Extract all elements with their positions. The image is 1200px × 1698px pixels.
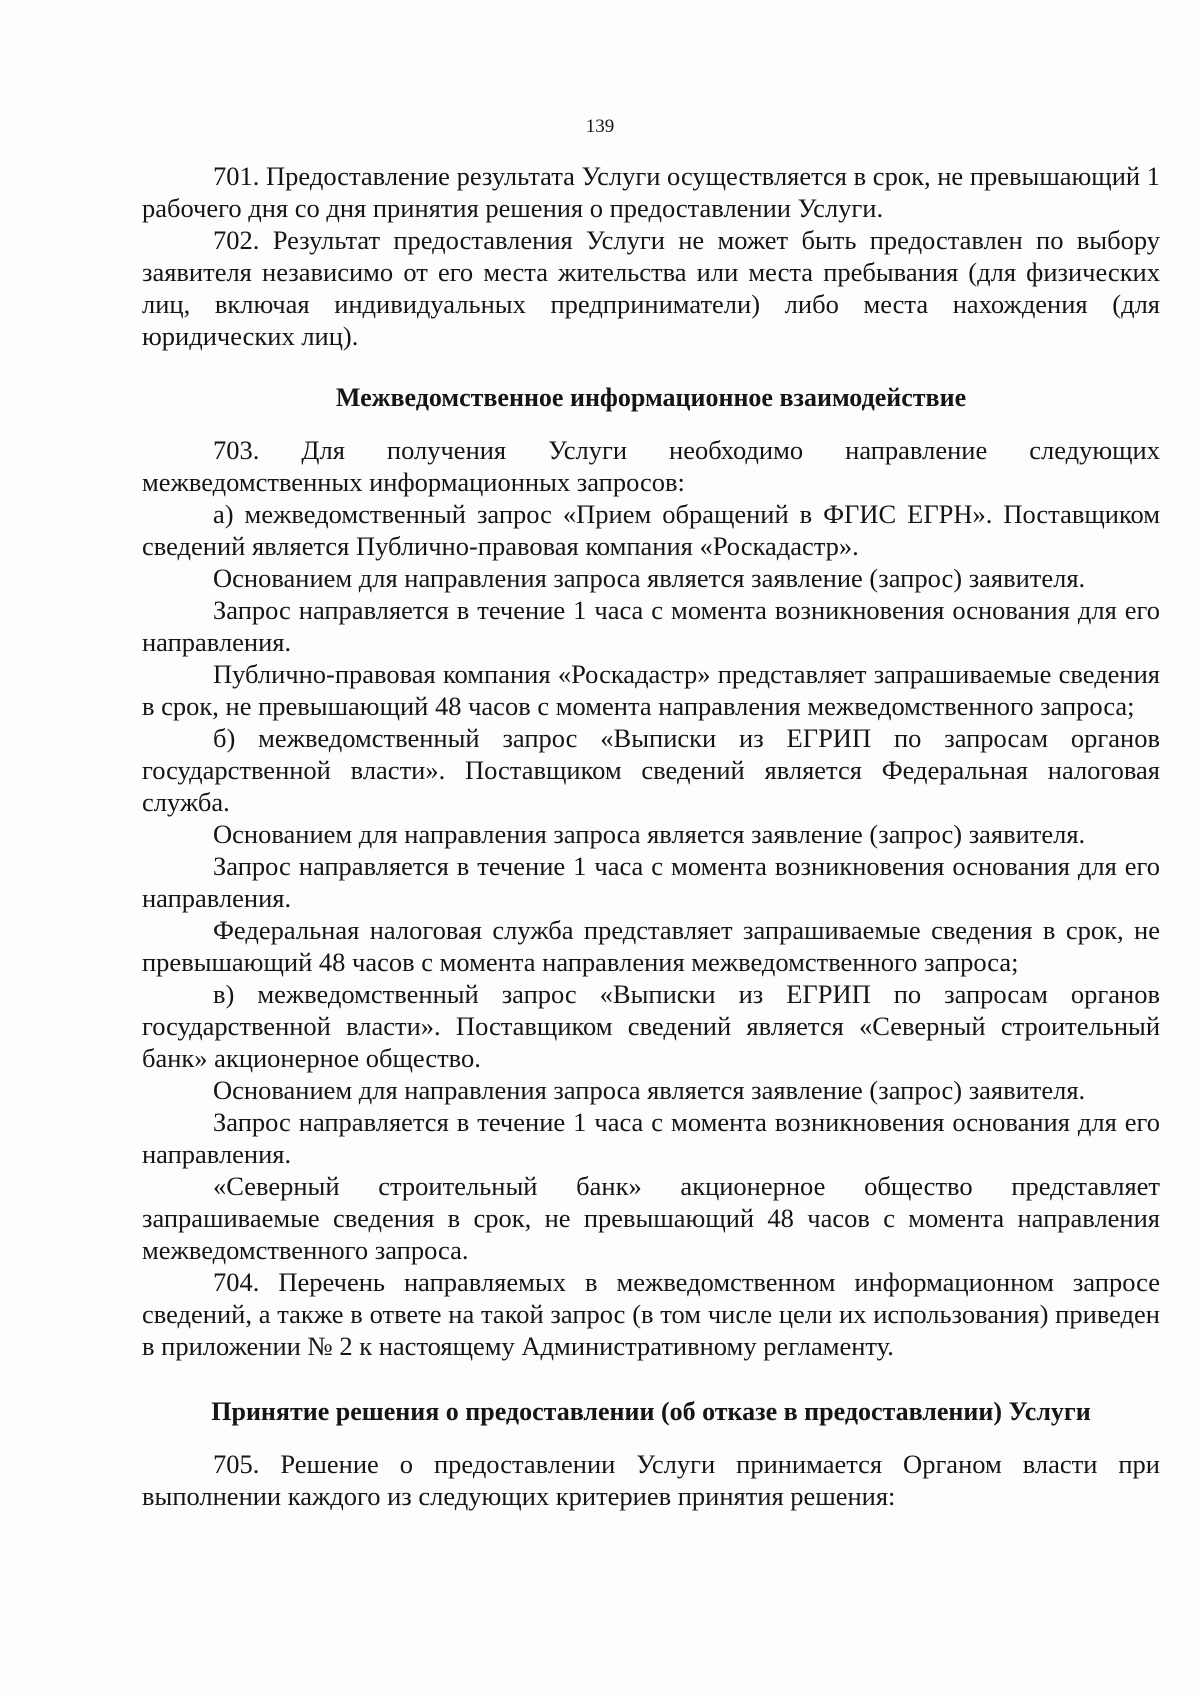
paragraph-701: 701. Предоставление результата Услуги осуществляется в срок, не превышающий 1 рабочего дня со дня принятия решения о предоставлении Услуги. <box>142 161 1160 223</box>
paragraph-703-a: а) межведомственный запрос «Прием обращений в ФГИС ЕГРН». Поставщиком сведений является Публично-правовая компания «Роскадастр». <box>142 499 1160 561</box>
paragraph-703: 703. Для получения Услуги необходимо направление следующих межведомственных информационных запросов: <box>142 435 1160 497</box>
paragraph: Основанием для направления запроса является заявление (запрос) заявителя. <box>213 1075 1086 1105</box>
section-heading-decision: Принятие решения о предоставлении (об отказе в предоставлении) Услуги <box>211 1397 1091 1426</box>
paragraph: Запрос направляется в течение 1 часа с момента возникновения основания для его направления. <box>142 595 1160 657</box>
paragraph-704: 704. Перечень направляемых в межведомственном информационном запросе сведений, а также в ответе на такой запрос (в том числе цели их использования) приведен в приложении № 2 к настоящему Административному регламенту. <box>142 1267 1160 1361</box>
paragraph-702: 702. Результат предоставления Услуги не может быть предоставлен по выбору заявителя независимо от его места жительства или места пребывания (для физических лиц, включая индивидуальных предприниматели) либо места нахождения (для юридических лиц). <box>142 225 1160 351</box>
paragraph: «Северный строительный банк» акционерное общество представляет запрашиваемые сведения в срок, не превышающий 48 часов с момента направления межведомственного запроса. <box>142 1171 1160 1265</box>
paragraph: Основанием для направления запроса является заявление (запрос) заявителя. <box>213 819 1086 849</box>
paragraph: Федеральная налоговая служба представляет запрашиваемые сведения в срок, не превышающий 48 часов с момента направления межведомственного запроса; <box>142 915 1160 977</box>
section-heading-interagency: Межведомственное информационное взаимодействие <box>335 383 967 412</box>
paragraph-705: 705. Решение о предоставлении Услуги принимается Органом власти при выполнении каждого из следующих критериев принятия решения: <box>142 1449 1160 1511</box>
paragraph-703-b: б) межведомственный запрос «Выписки из ЕГРИП по запросам органов государственной власти». Поставщиком сведений является Федеральная налоговая служба. <box>142 723 1160 817</box>
page-number: 139 <box>585 116 615 137</box>
paragraph: Основанием для направления запроса является заявление (запрос) заявителя. <box>213 563 1086 593</box>
paragraph-703-v: в) межведомственный запрос «Выписки из ЕГРИП по запросам органов государственной власти». Поставщиком сведений является «Северный строительный банк» акционерное общество. <box>142 979 1160 1073</box>
document-body <box>142 160 1160 1512</box>
paragraph: Публично-правовая компания «Роскадастр» представляет запрашиваемые сведения в срок, не превышающий 48 часов с момента направления межведомственного запроса; <box>142 659 1160 721</box>
paragraph: Запрос направляется в течение 1 часа с момента возникновения основания для его направления. <box>142 1107 1160 1169</box>
paragraph: Запрос направляется в течение 1 часа с момента возникновения основания для его направления. <box>142 851 1160 913</box>
